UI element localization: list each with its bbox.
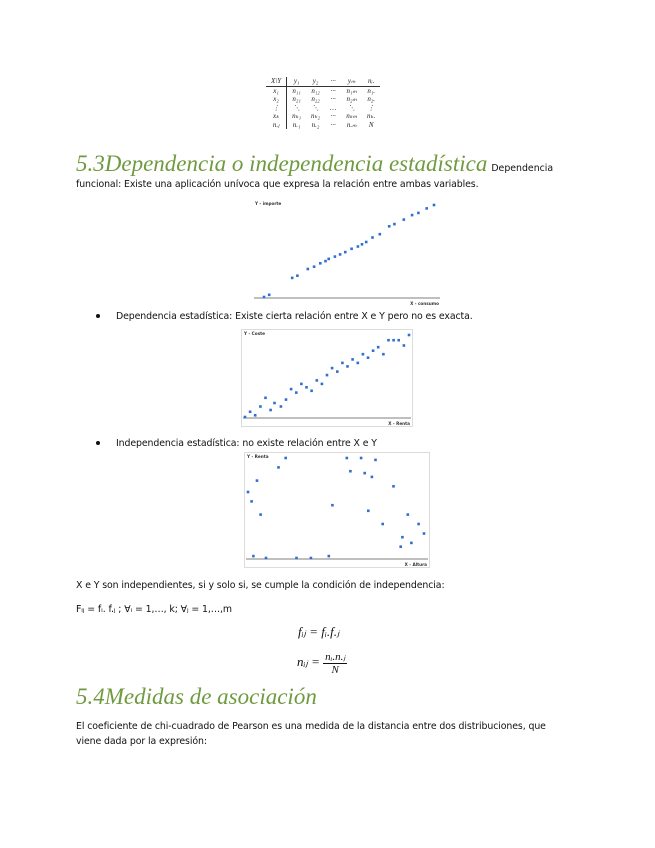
- contingency-table: [266, 77, 380, 129]
- paragraph-chi-square-line2: viene dada por la expresión:: [76, 736, 207, 747]
- table-row: [266, 112, 380, 121]
- data-point: [417, 212, 420, 215]
- x-axis-label: X - consumo: [410, 301, 439, 306]
- formula-numerator: nᵢ.n.ⱼ: [325, 651, 346, 663]
- section-heading-5-3: [76, 151, 553, 177]
- data-point: [408, 334, 411, 337]
- formula-absolute-frequency: [297, 650, 347, 676]
- data-point: [285, 398, 288, 401]
- data-point: [296, 274, 299, 277]
- data-point: [361, 243, 364, 246]
- table-cell: x₁: [266, 86, 287, 95]
- table-row: [266, 95, 380, 104]
- table-cell: x₂: [266, 95, 287, 104]
- table-cell: n.₁: [292, 120, 301, 129]
- data-point: [321, 383, 324, 386]
- chart-frame: [245, 453, 430, 568]
- data-point: [290, 388, 293, 391]
- data-point: [305, 386, 308, 389]
- data-point: [392, 485, 395, 488]
- table-cell: ···: [330, 86, 336, 95]
- data-point: [259, 405, 262, 408]
- table-cell: ⋱: [293, 103, 301, 112]
- table-cell: ⋱: [348, 103, 356, 112]
- data-point: [295, 557, 298, 560]
- data-point: [328, 555, 331, 558]
- data-point: [367, 356, 370, 359]
- data-point: [310, 390, 313, 393]
- data-point: [252, 555, 255, 558]
- table-cell: n₂₁: [292, 95, 301, 104]
- formula-relative-frequency: fᵢⱼ = fᵢ.f.ⱼ: [298, 624, 340, 639]
- table-cell: ⋮: [367, 103, 375, 112]
- x-axis-label: X - Renta: [388, 421, 410, 426]
- data-point: [363, 472, 366, 475]
- table-cell: n.ₘ: [346, 120, 357, 129]
- section-number: 5.4: [76, 684, 105, 709]
- data-point: [331, 367, 334, 370]
- data-point: [291, 277, 294, 280]
- y-axis-label: Y - Renta: [247, 454, 269, 459]
- data-point: [372, 349, 375, 352]
- table-cell: n₂₂: [311, 95, 320, 104]
- data-point: [423, 532, 426, 535]
- data-point: [316, 379, 319, 382]
- data-point: [388, 225, 391, 228]
- table-cell: ···: [330, 120, 336, 129]
- data-point: [244, 416, 247, 419]
- table-header-cell: X\Y: [266, 77, 287, 86]
- data-point: [399, 545, 402, 548]
- data-point: [259, 513, 262, 516]
- data-point: [403, 344, 406, 347]
- data-point: [411, 214, 414, 217]
- data-point: [247, 491, 250, 494]
- scatter-chart-functional: [252, 199, 442, 307]
- data-point: [346, 365, 349, 368]
- scatter-chart-statistical: [241, 329, 413, 427]
- section-number: 5.3: [76, 151, 105, 176]
- independence-condition-text: X e Y son independientes, si y solo si, se cumple la condición de independencia:: [76, 580, 445, 591]
- data-point: [403, 218, 406, 221]
- table-row: [266, 104, 380, 113]
- data-point: [357, 245, 360, 248]
- data-point: [339, 253, 342, 256]
- table-cell: ···: [330, 95, 336, 104]
- data-point: [254, 414, 257, 417]
- section-title: Dependencia o independencia estadística: [104, 151, 488, 176]
- section-heading-5-4: [76, 684, 317, 710]
- data-point: [397, 339, 400, 342]
- data-point: [273, 402, 276, 405]
- paragraph-chi-square-line1: El coeficiente de chi-cuadrado de Pearson es una medida de la distancia entre dos distribuciones, que: [76, 721, 546, 732]
- data-point: [433, 204, 436, 207]
- table-row: [266, 86, 380, 95]
- section-title: Medidas de asociación: [104, 684, 317, 709]
- data-point: [313, 265, 316, 268]
- table-cell: …: [329, 103, 337, 112]
- data-point: [264, 397, 267, 400]
- data-point: [371, 236, 374, 239]
- data-point: [351, 358, 354, 361]
- data-point: [379, 233, 382, 236]
- table-cell: n₁.: [367, 86, 375, 95]
- paragraph-inline-start: Dependencia: [491, 163, 554, 174]
- x-axis-label: X - Altura: [404, 562, 427, 567]
- data-point: [371, 476, 374, 479]
- data-point: [346, 457, 349, 460]
- table-cell: n₁₁: [292, 86, 301, 95]
- table-cell: ⋮: [266, 104, 287, 113]
- table-cell: n₁ₘ: [346, 86, 357, 95]
- data-point: [249, 411, 252, 414]
- data-point: [263, 296, 266, 299]
- bullet-statistical-independence: Independencia estadística: no existe relación entre X e Y: [116, 438, 377, 449]
- y-axis-label: Y - importe: [255, 201, 282, 206]
- table-cell: n.₂: [311, 120, 320, 129]
- data-point: [319, 262, 322, 265]
- data-point: [393, 223, 396, 226]
- data-point: [280, 405, 283, 408]
- data-point: [336, 370, 339, 373]
- data-point: [310, 557, 313, 560]
- data-point: [334, 255, 337, 258]
- data-point: [362, 353, 365, 356]
- data-point: [268, 294, 271, 297]
- data-point: [326, 374, 329, 377]
- formula-fraction: [323, 650, 347, 676]
- scatter-chart-independence: [244, 452, 430, 568]
- table-cell: n₁₂: [311, 86, 320, 95]
- data-point: [407, 513, 410, 516]
- data-point: [324, 260, 327, 263]
- data-point: [410, 542, 413, 545]
- data-point: [387, 339, 390, 342]
- data-point: [344, 251, 347, 254]
- table-header-cell: y₂: [306, 77, 325, 86]
- data-point: [295, 391, 298, 394]
- table-header-cell: y₁: [287, 77, 306, 86]
- data-point: [300, 383, 303, 386]
- data-point: [367, 510, 370, 513]
- data-point: [425, 207, 428, 210]
- data-point: [350, 248, 353, 251]
- table-header-row: [266, 77, 380, 86]
- table-cell: N: [368, 120, 374, 129]
- data-point: [341, 362, 344, 365]
- data-point: [392, 339, 395, 342]
- data-point: [265, 557, 268, 560]
- table-cell: n.ⱼ: [266, 121, 287, 130]
- formula-lhs: nᵢⱼ =: [297, 653, 320, 669]
- table-cell: ⋱: [312, 103, 319, 112]
- table-cell: n₂ₘ: [346, 95, 357, 104]
- bullet-statistical-dependence: Dependencia estadística: Existe cierta relación entre X e Y pero no es exacta.: [116, 311, 473, 322]
- data-point: [357, 362, 360, 365]
- data-point: [377, 346, 380, 349]
- data-point: [365, 241, 368, 244]
- table-row: [266, 121, 380, 130]
- data-point: [360, 457, 363, 460]
- y-axis-label: Y - Coste: [244, 331, 265, 336]
- data-point: [382, 353, 385, 356]
- condition-formula-text: Fᵢⱼ = fᵢ. f.ⱼ ; ∀ᵢ = 1,…, k; ∀ⱼ = 1,…,m: [76, 604, 232, 615]
- data-point: [277, 466, 280, 469]
- data-point: [250, 500, 253, 503]
- table-cell: nₖ₁: [292, 112, 302, 121]
- table-cell: nₖ₂: [311, 112, 320, 121]
- data-point: [381, 523, 384, 526]
- paragraph-functional-dependence: funcional: Existe una aplicación unívoca que expresa la relación entre ambas variables.: [76, 179, 479, 190]
- table-header-cell: nᵢ.: [362, 77, 380, 86]
- table-cell: ···: [330, 112, 336, 121]
- data-point: [269, 409, 272, 412]
- table-cell: nₖ.: [367, 112, 376, 121]
- data-point: [284, 457, 287, 460]
- chart-frame: [242, 330, 413, 427]
- table-header-cell: ···: [325, 77, 341, 86]
- data-point: [349, 470, 352, 473]
- data-point: [401, 536, 404, 539]
- formula-denominator: N: [331, 664, 339, 676]
- data-point: [256, 479, 259, 482]
- table-header-cell: yₘ: [341, 77, 362, 86]
- data-point: [417, 523, 420, 526]
- data-point: [374, 459, 377, 462]
- table-cell: nₖₘ: [346, 112, 358, 121]
- data-point: [327, 258, 330, 261]
- table-cell: xₖ: [266, 112, 287, 121]
- data-point: [331, 504, 334, 507]
- table-cell: n₂.: [367, 95, 375, 104]
- data-point: [307, 268, 310, 271]
